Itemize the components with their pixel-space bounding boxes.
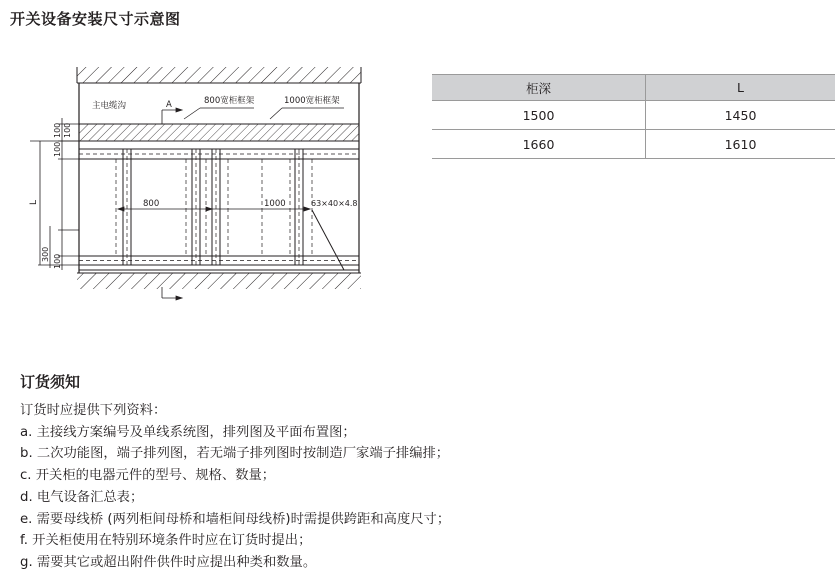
installation-drawing bbox=[0, 0, 420, 310]
table-header-row bbox=[432, 75, 835, 101]
list-item: d. 电气设备汇总表； bbox=[20, 489, 144, 505]
dim-100-top-a: 100 bbox=[53, 122, 62, 138]
table-row bbox=[432, 130, 835, 159]
list-item: b. 二次功能图，端子排列图，若无端子排列图时按制造厂家端子排编排； bbox=[20, 446, 450, 462]
dim-L-label: L bbox=[29, 199, 39, 205]
dim-300-label: 300 bbox=[41, 246, 50, 262]
dim-100-top-c: 100 bbox=[53, 141, 62, 157]
view-marker-arrow bbox=[162, 108, 182, 124]
top-frame-rail bbox=[79, 149, 359, 159]
dim-1000-label: 1000 bbox=[264, 199, 286, 209]
header-L: L bbox=[646, 75, 836, 101]
table-cell: 1500 bbox=[432, 101, 646, 130]
order-notes-title: 订货须知 bbox=[20, 373, 81, 391]
page-title: 开关设备安装尺寸示意图 bbox=[10, 10, 181, 28]
main-cable-trench-band bbox=[79, 124, 359, 141]
dim-800-label: 800 bbox=[143, 199, 160, 209]
vertical-dimensions bbox=[30, 118, 79, 270]
list-item: 订货时应提供下列资料： bbox=[20, 403, 167, 418]
order-notes-list bbox=[20, 400, 450, 574]
main-trench-label: 主电缆沟 bbox=[92, 101, 127, 111]
frame-1000-label: 1000宽柜框架 bbox=[284, 96, 340, 106]
list-item: g. 需要其它或超出附件供件时应提出种类和数量。 bbox=[20, 554, 317, 570]
table-row bbox=[432, 101, 835, 130]
table-cell: 1450 bbox=[646, 101, 836, 130]
table-cell: 1610 bbox=[646, 130, 836, 159]
steel-angle-bar bbox=[312, 210, 344, 270]
dim-100-top-b: 100 bbox=[63, 122, 72, 138]
table-cell: 1660 bbox=[432, 130, 646, 159]
list-item: a. 主接线方案编号及单线系统图，排列图及平面布置图； bbox=[20, 424, 356, 440]
trench-outline bbox=[79, 83, 359, 273]
steel-spec-label: 63×40×4.8 bbox=[311, 199, 358, 208]
leader-lines bbox=[184, 108, 344, 119]
list-item: e. 需要母线桥 (两列柜间母桥和墙柜间母线桥)时需提供跨距和高度尺寸； bbox=[20, 511, 451, 527]
cabinet-depth-table bbox=[432, 74, 835, 159]
bottom-wall bbox=[77, 273, 361, 289]
header-depth: 柜深 bbox=[432, 75, 646, 101]
list-item: f. 开关柜使用在特别环境条件时应在订货时提出； bbox=[20, 533, 312, 549]
bottom-frame-rail bbox=[79, 256, 359, 270]
view-marker-label: A bbox=[166, 100, 172, 110]
list-item: c. 开关柜的电器元件的型号、规格、数量； bbox=[20, 468, 276, 484]
top-wall bbox=[77, 67, 361, 83]
frame-800-label: 800宽柜框架 bbox=[204, 96, 255, 106]
dim-100-bottom: 100 bbox=[53, 253, 62, 269]
